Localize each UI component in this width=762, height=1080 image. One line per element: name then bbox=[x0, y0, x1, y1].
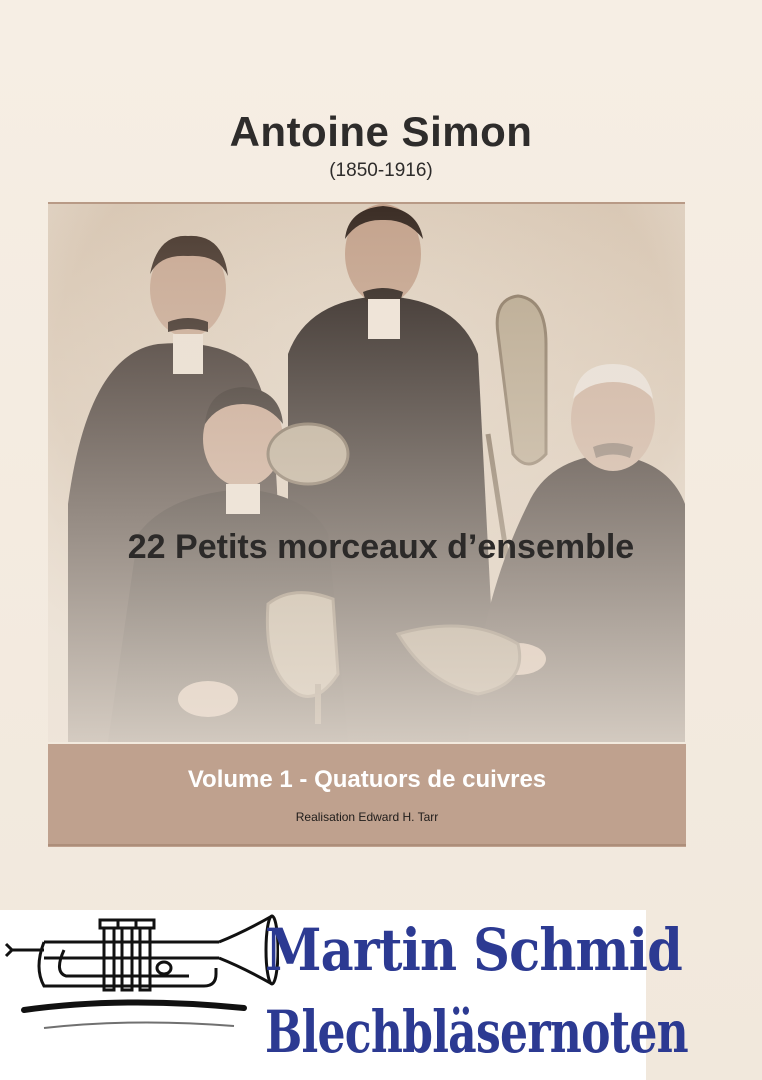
sepia-quartet-photograph bbox=[48, 204, 685, 742]
volume-label: Volume 1 - Quatuors de cuivres bbox=[187, 766, 547, 793]
composer-name: Antoine Simon bbox=[229, 108, 533, 155]
divider bbox=[48, 846, 686, 847]
quartet-photograph bbox=[48, 202, 685, 744]
realisation-credit: Realisation Edward H. Tarr bbox=[295, 810, 439, 824]
work-title: 22 Petits morceaux d’ensemble bbox=[127, 528, 635, 566]
trumpet-icon bbox=[4, 910, 279, 1080]
dealer-banner bbox=[0, 910, 688, 1080]
volume-band bbox=[48, 744, 686, 846]
dealer-name: Martin Schmid bbox=[265, 916, 682, 984]
composer-years: (1850-1916) bbox=[329, 160, 433, 181]
dealer-subtitle: Blechbläsernoten bbox=[265, 998, 688, 1066]
